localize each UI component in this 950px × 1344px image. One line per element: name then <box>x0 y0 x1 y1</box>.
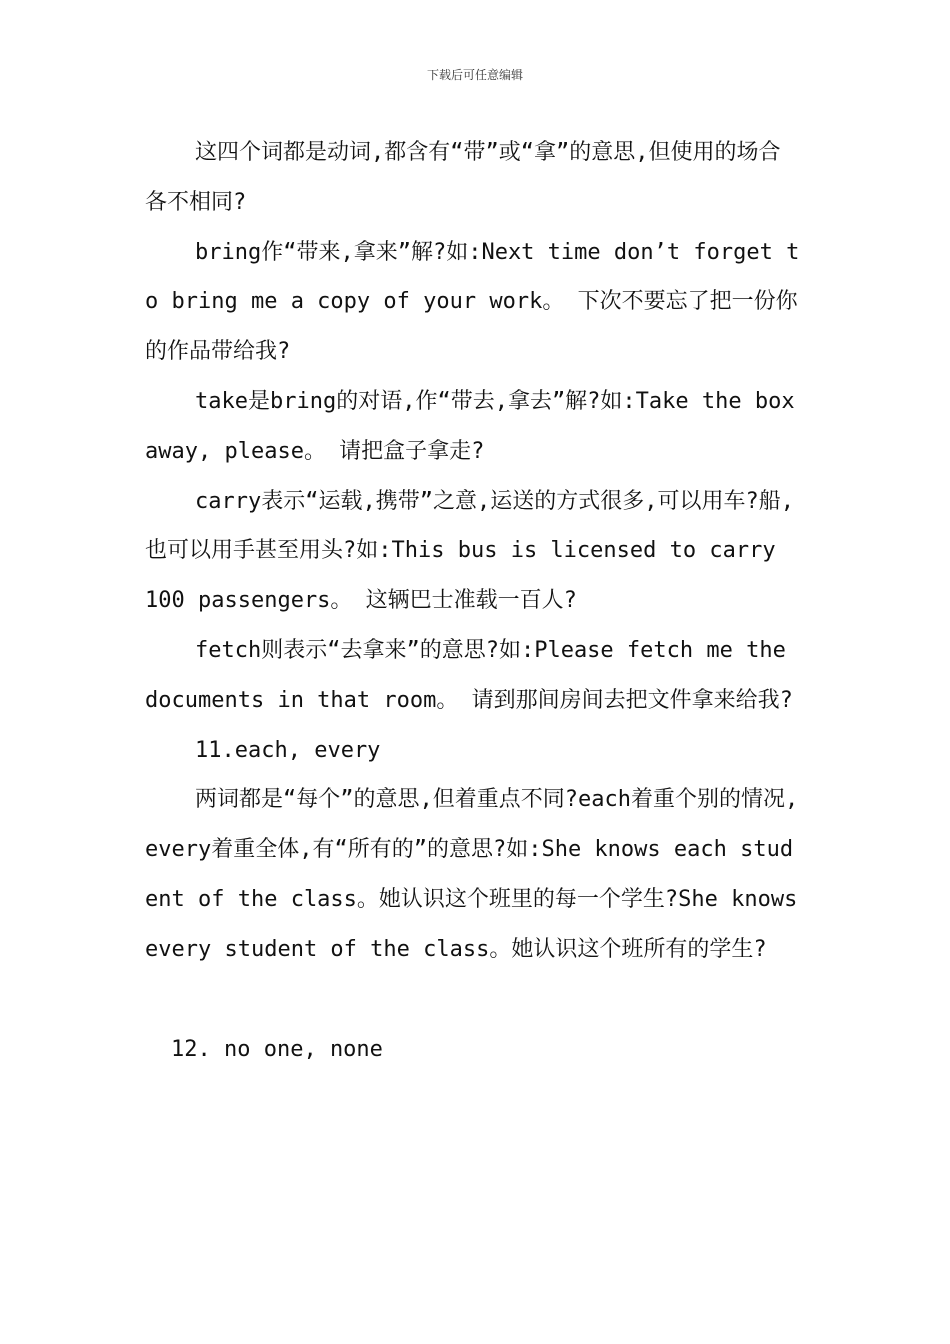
paragraph-take: take是bring的对语,作“带去,拿去”解?如:Take the box away, please。 请把盒子拿走? <box>145 388 795 464</box>
section-heading-11: 11.each, every <box>195 737 381 763</box>
paragraph-bring: bring作“带来,拿来”解?如:Next time don’t forget to bring me a copy of your work。 下次不要忘了把一份你的作品带给我? <box>145 239 800 365</box>
spacer <box>145 975 800 1025</box>
paragraph-carry: carry表示“运载,携带”之意,运送的方式很多,可以用车?船,也可以用手甚至用头?如:This bus is licensed to carry 100 passengers。 这辆巴士准载一百人? <box>145 488 794 614</box>
document-body <box>145 128 800 1074</box>
paragraph-fetch: fetch则表示“去拿来”的意思?如:Please fetch me the documents in that room。 请到那间房间去把文件拿来给我? <box>145 637 793 713</box>
section-heading-12: 12. no one, none <box>171 1036 383 1062</box>
page-header: 下载后可任意编辑 <box>426 68 523 82</box>
paragraph-each-every: 两词都是“每个”的意思,但着重点不同?each着重个别的情况,every着重全体,有“所有的”的意思?如:She knows each student of the class。她认识这个班里的每一个学生?She knows every student of the class。她认识这个班所有的学生? <box>145 787 799 962</box>
paragraph-intro: 这四个词都是动词,都含有“带”或“拿”的意思,但使用的场合各不相同? <box>145 140 781 215</box>
